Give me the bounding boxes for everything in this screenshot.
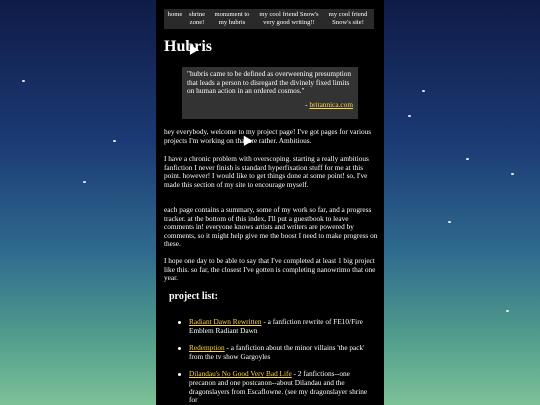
nav-link-friend-writing[interactable]: my cool friend Snow's very good writing!! — [259, 11, 319, 26]
overscoping-paragraph: I have a chronic problem with overscoping. starting a really ambitious fanfiction I never finish is standard hyperfixation stuff for me at this point. however! I would like to get things done at some point! so, I've made this section of my site to encourage myself. — [164, 154, 369, 189]
nav-link-monument[interactable]: monument to my hubris — [214, 11, 250, 26]
nav-link-friend-site[interactable]: my cool friend Snow's site! — [328, 11, 368, 26]
nav-link-shrine-zone[interactable]: shrine zone! — [188, 11, 206, 26]
star-decoration — [466, 158, 469, 160]
project-list-heading: project list: — [169, 291, 218, 302]
star-decoration — [408, 115, 411, 117]
goal-paragraph: I hope one day to be able to say that I've completed at least 1 big project like this. so far, the closest I've gotten is completing nanowrimo that one year. — [164, 256, 376, 283]
quote-box — [182, 67, 358, 119]
star-decoration — [22, 80, 25, 82]
star-decoration — [511, 173, 514, 175]
star-decoration — [113, 140, 116, 142]
star-decoration — [448, 221, 451, 223]
bullet-icon — [178, 373, 181, 376]
quote-source — [187, 100, 353, 109]
bullet-icon — [178, 321, 181, 324]
content-column — [156, 0, 384, 405]
top-nav — [164, 9, 374, 29]
project-description: - a fanfiction about the minor villains 'the pack' from the tv show Gargoyles — [189, 343, 365, 361]
project-link-dilandau[interactable]: Dilandau's No Good Very Bad Life — [189, 369, 292, 379]
intro-paragraph: hey everybody, welcome to my project page! I've got pages for various projects I'm working on that are rather. Ambitious. — [164, 127, 372, 145]
bullet-icon — [178, 347, 181, 350]
project-list — [189, 318, 369, 405]
quote-source-prefix: - — [305, 99, 310, 109]
list-item — [189, 370, 369, 404]
page-title: Hubris — [164, 38, 213, 55]
star-decoration — [83, 181, 86, 183]
project-description: - a fanfiction rewrite of FE10/Fire Emblem Radiant Dawn — [189, 317, 363, 335]
list-item — [189, 318, 369, 335]
project-description: - 2 fanfictions--one precanon and one postcanon--about Dilandau and the dragonslayers from Escaflowne. (see my dragonslayer shrine for — [189, 369, 368, 405]
quote-source-link[interactable]: britannica.com — [309, 99, 353, 109]
project-link-radiant-dawn[interactable]: Radiant Dawn Rewritten — [189, 317, 262, 326]
quote-text: "hubris came to be defined as overweening presumption that leads a person to disregard the divinely fixed limits on human action in an ordered cosmos." — [187, 69, 352, 96]
star-decoration — [506, 310, 509, 312]
list-item — [189, 344, 369, 361]
star-decoration — [422, 90, 425, 92]
page-contents-paragraph: each page contains a summary, some of my work so far, and a progress tracker. at the bottom of this index, I'll put a guestbook to leave comments in! everyone knows artists and writers are powered by comments, so it might help give me the boost I need to make progress on these. — [164, 205, 378, 249]
project-link-redemption[interactable]: Redemption — [189, 343, 225, 353]
nav-link-home[interactable]: home — [167, 11, 183, 18]
